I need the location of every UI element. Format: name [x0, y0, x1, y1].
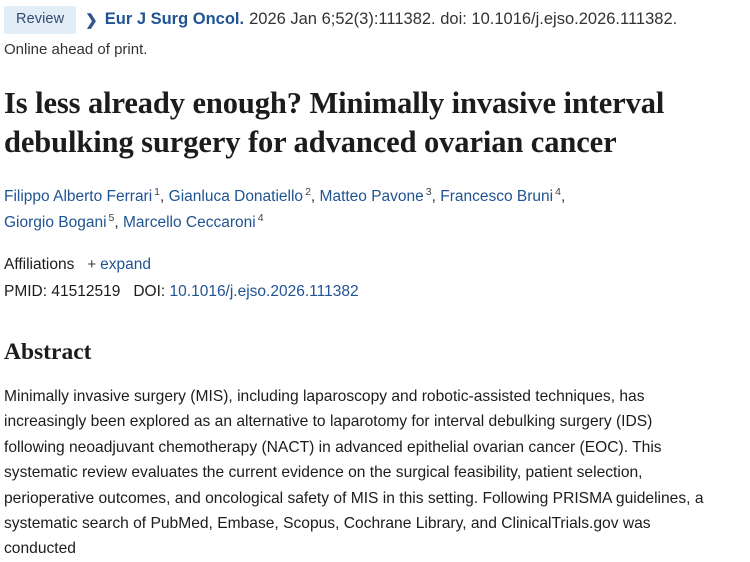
author-separator: ,	[560, 187, 566, 205]
author-link[interactable]: Gianluca Donatiello	[168, 187, 304, 205]
expand-affiliations-button[interactable]	[87, 256, 151, 274]
online-ahead-of-print: Online ahead of print.	[4, 40, 148, 58]
abstract-text: Minimally invasive surgery (MIS), including laparoscopy and robotic-assisted techniques, has increasingly been explored as an alternative to laparotomy for interval debulking surgery (IDS) following neoadjuvant chemotherapy (NACT) in advanced epithelial ovarian cancer (EOC). This systematic review evaluates the current evidence on the surgical feasibility, patient selection, perioperative outcomes, and oncological safety of MIS in this setting. Following PRISMA guidelines, a systematic search of PubMed, Embase, Scopus, Cochrane Library, and ClinicalTrials.gov was conducted	[4, 387, 704, 558]
pmid-value: 41512519	[51, 282, 121, 300]
author-link[interactable]: Marcello Ceccaroni	[123, 213, 256, 231]
doi-label: DOI:	[133, 282, 166, 300]
page-title: Is less already enough? Minimally invasive interval debulking surgery for advanced ovarian cancer	[4, 85, 665, 159]
author-link[interactable]: Giorgio Bogani	[4, 213, 107, 231]
affiliations-row	[4, 256, 750, 274]
citation-row	[4, 0, 750, 34]
author-separator: ,	[114, 213, 124, 231]
author-affiliation-marker[interactable]: 3	[425, 185, 432, 198]
identifiers-row	[4, 283, 750, 301]
author-affiliation-marker[interactable]: 2	[305, 185, 311, 198]
chevron-right-icon: ❯	[85, 11, 98, 29]
author-affiliation-marker[interactable]: 1	[154, 185, 161, 198]
abstract-heading: Abstract	[4, 338, 92, 365]
publication-type-badge[interactable]: Review	[4, 6, 76, 34]
author-list	[4, 184, 694, 236]
author-link[interactable]: Matteo Pavone	[319, 187, 424, 205]
citation-meta: 2026 Jan 6;52(3):111382. doi: 10.1016/j.ejso.2026.111382.	[249, 10, 678, 29]
author-affiliation-marker[interactable]: 4	[257, 211, 264, 224]
doi-link[interactable]: 10.1016/j.ejso.2026.111382	[169, 282, 359, 300]
author-affiliation-marker[interactable]: 4	[555, 185, 561, 198]
author-link[interactable]: Francesco Bruni	[440, 187, 554, 205]
affiliations-label: Affiliations	[4, 255, 75, 273]
author-separator: ,	[160, 187, 169, 205]
author-separator: ,	[431, 187, 441, 205]
author-link[interactable]: Filippo Alberto Ferrari	[4, 187, 153, 205]
author-affiliation-marker[interactable]: 5	[108, 211, 115, 224]
expand-label: expand	[100, 255, 151, 273]
author-separator: ,	[310, 187, 320, 205]
plus-icon: +	[87, 256, 97, 274]
pmid-label: PMID:	[4, 282, 48, 300]
journal-link[interactable]: Eur J Surg Oncol.	[104, 10, 245, 29]
